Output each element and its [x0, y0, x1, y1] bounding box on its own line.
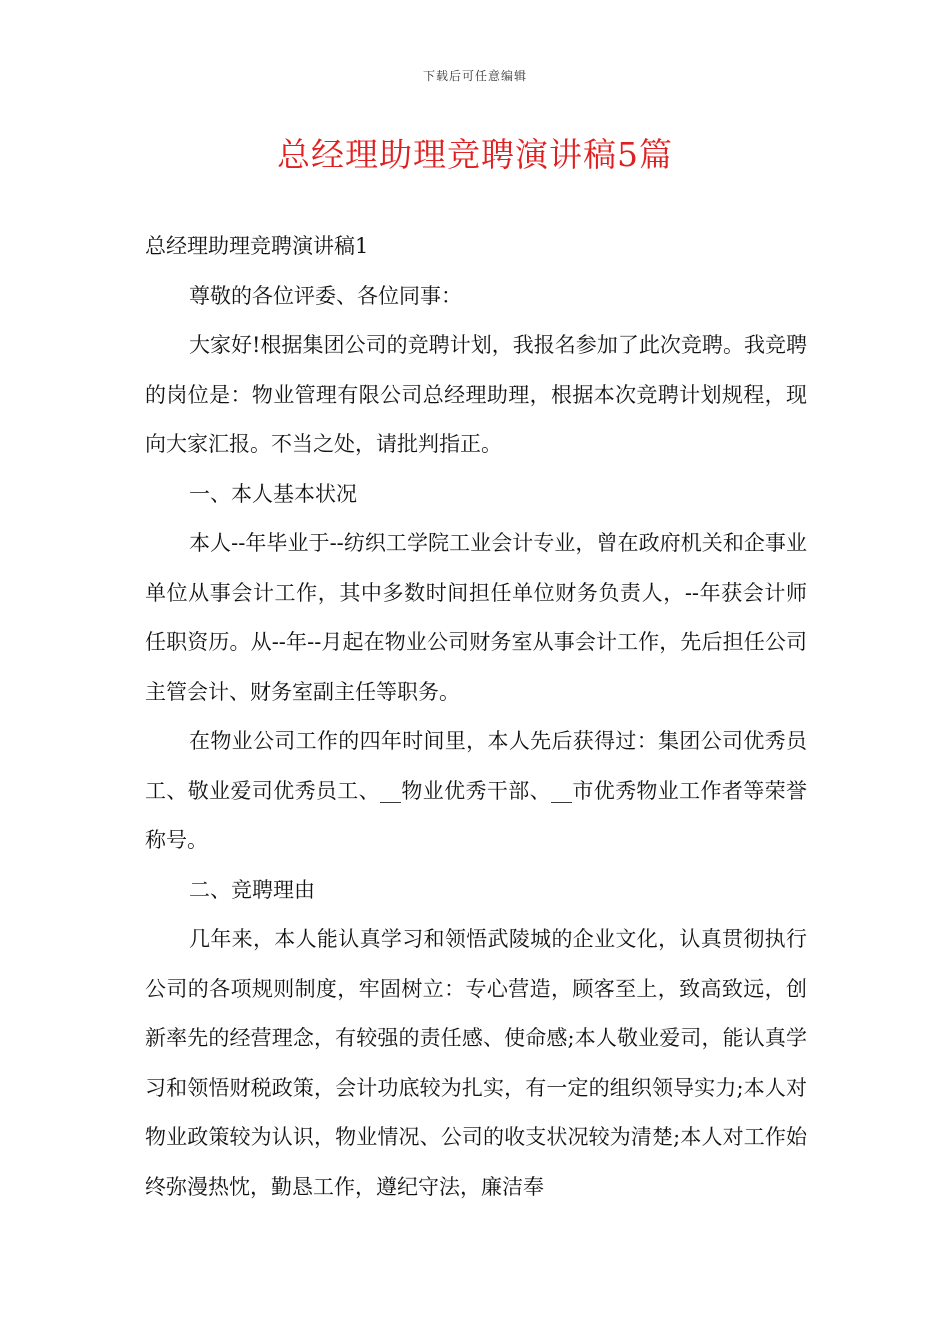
paragraph-honors: 在物业公司工作的四年时间里，本人先后获得过：集团公司优秀员工、敬业爱司优秀员工、__物业优秀干部、__市优秀物业工作者等荣誉称号。 — [145, 729, 807, 852]
subheading-reasons: 二、竞聘理由 — [189, 877, 315, 902]
paragraph-salutation: 尊敬的各位评委、各位同事： — [189, 283, 462, 308]
section-heading: 总经理助理竞聘演讲稿1 — [145, 234, 369, 258]
header-note: 下载后可任意编辑 — [422, 69, 527, 83]
paragraph-basic-info: 本人--年毕业于--纺织工学院工业会计专业，曾在政府机关和企事业单位从事会计工作，其中多数时间担任单位财务负责人，--年获会计师任职资历。从--年--月起在物业公司财务室从事会计工作，先后担任公司主管会计、财务室副主任等职务。 — [145, 531, 807, 704]
document-title: 总经理助理竞聘演讲稿5篇 — [277, 135, 673, 174]
paragraph-intro: 大家好!根据集团公司的竞聘计划，我报名参加了此次竞聘。我竞聘的岗位是：物业管理有限公司总经理助理，根据本次竞聘计划规程，现向大家汇报。不当之处，请批判指正。 — [145, 333, 807, 456]
subheading-basic-info: 一、本人基本状况 — [189, 481, 357, 506]
document-body — [145, 222, 807, 1212]
paragraph-reasons: 几年来，本人能认真学习和领悟武陵城的企业文化，认真贯彻执行公司的各项规则制度，牢固树立：专心营造，顾客至上，致高致远，创新率先的经营理念，有较强的责任感、使命感;本人敬业爱司，能认真学习和领悟财税政策，会计功底较为扎实，有一定的组织领导实力;本人对物业政策较为认识，物业情况、公司的收支状况较为清楚;本人对工作始终弥漫热忱，勤恳工作，遵纪守法，廉洁奉 — [145, 927, 807, 1199]
